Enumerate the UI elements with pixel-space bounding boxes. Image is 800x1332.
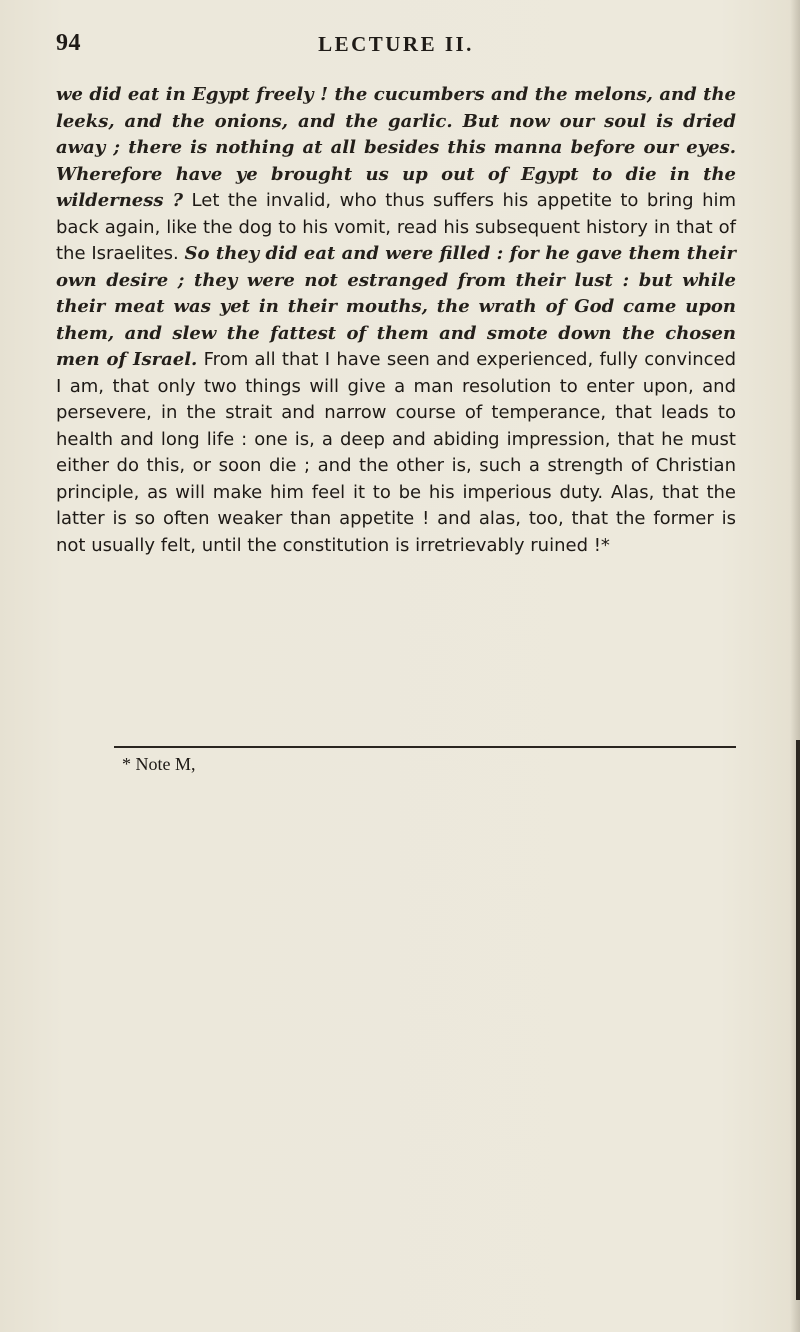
page-header bbox=[56, 30, 736, 64]
scripture-quote: So they did eat and were filled : for he gave them their own desire ; they were not estranged from their lust : but while their meat was yet in their mouths, the wrath of God came upon them, and slew the fattest of them and smote down the chosen men of Israel. bbox=[56, 243, 736, 370]
body-text-segment: Let the invalid, who thus suffers his appetite to bring him back again, like the dog to his vomit, read his subsequent history in that of the Israelites. bbox=[56, 190, 737, 264]
body-text-segment: From all that I have seen and experienced, fully convinced I am, that only two things will give a man resolution to enter upon, and persevere, in the strait and narrow course of temperance, that leads to health and long life : one is, a deep and abiding impression, that he must either do this, or soon die ; and the other is, such a strength of Christian principle, as will make him feel it to be his imperious duty. Alas, that the latter is so often weaker than appetite ! and alas, too, that the former is not usually felt, until the constitution is irretrievably ruined !* bbox=[56, 349, 736, 556]
page-edge-bar bbox=[796, 740, 800, 1300]
footnote: * Note M, bbox=[122, 754, 196, 774]
scripture-quote: we did eat in Egypt freely ! the cucumbers and the melons, and the leeks, and the onions, and the garlic. But now our soul is dried away ; there is nothing at all besides this manna before our eyes. Wherefore have ye brought us up out of Egypt to die in the wilderness ? bbox=[56, 84, 736, 211]
running-head: LECTURE II. bbox=[318, 32, 474, 56]
body-paragraph bbox=[56, 82, 736, 559]
page-number: 94 bbox=[56, 30, 81, 56]
footnote-divider bbox=[114, 746, 736, 748]
